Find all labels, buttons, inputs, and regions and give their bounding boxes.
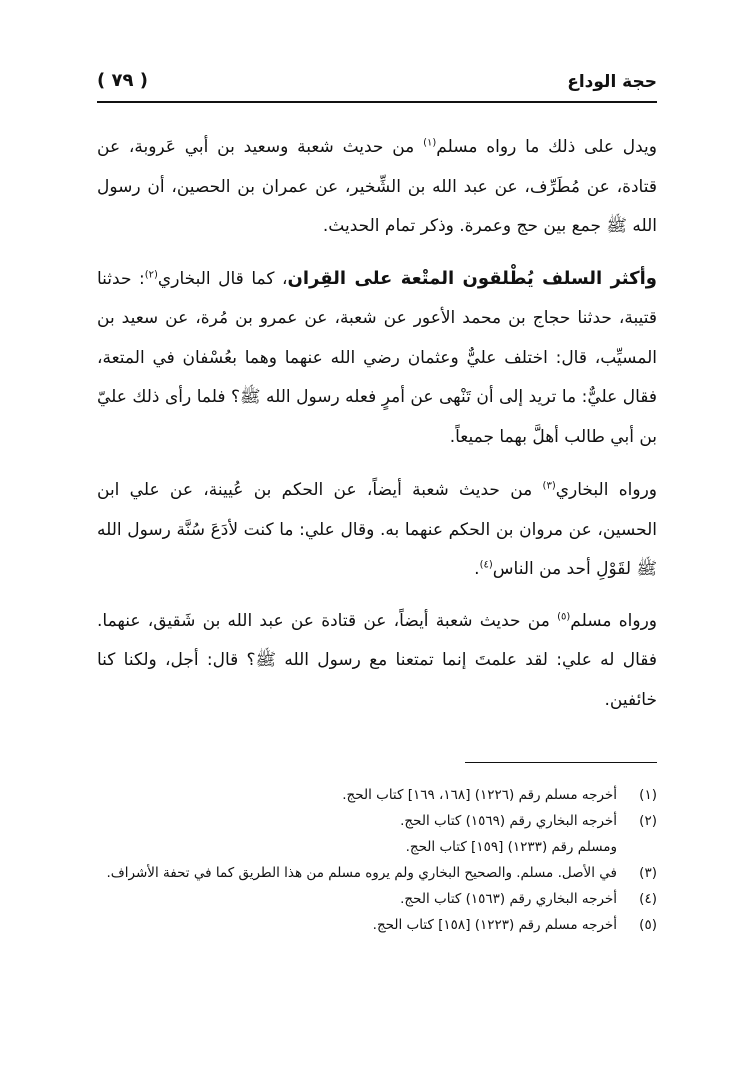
- footnote-number: (٥): [639, 917, 657, 933]
- page-number: ( ٧٩ ): [97, 70, 148, 91]
- paragraph-text: ، كما قال البخاري: [157, 268, 288, 289]
- footnote-marker: (١): [423, 137, 437, 149]
- paragraph-text: من حديث شعبة وسعيد بن أبي عَروبة، عن قتادة، عن مُطَرِّف، عن عبد الله بن الشِّخير، عن عمران بن الحصين، أن رسول الله ﷺ جمع بين حج وعمرة. وذكر تمام الحديث.: [97, 137, 657, 236]
- paragraph: [97, 602, 657, 721]
- footnote-text: في الأصل. مسلم. والصحيح البخاري ولم يروه مسلم من هذا الطريق كما في تحفة الأشراف.: [106, 865, 617, 881]
- page-header: [97, 64, 657, 98]
- footnote: [97, 886, 657, 912]
- footnote-marker: (٣): [542, 480, 556, 492]
- paragraph-text: ورواه مسلم: [570, 610, 657, 631]
- footnote-number: (٢): [639, 813, 657, 829]
- paragraph-text: ورواه البخاري: [555, 480, 657, 500]
- paragraph: [97, 128, 657, 247]
- footnote-text: أخرجه مسلم رقم (١٢٢٦) [١٦٨، ١٦٩] كتاب الحج.: [342, 787, 617, 803]
- footnote: [97, 860, 657, 886]
- footnote-marker: (٥): [557, 610, 571, 622]
- footnote-text: أخرجه البخاري رقم (١٥٦٩) كتاب الحج.: [400, 813, 617, 829]
- paragraph-text: من حديث شعبة أيضاً، عن قتادة عن عبد الله بن شَقيق، عنهما. فقال له علي: لقد علمتَ إنما تمتعنا مع رسول الله ﷺ؟ قال: أجل، ولكنا كنا خائفين.: [97, 610, 657, 710]
- footnote-continuation: [97, 834, 657, 860]
- footnote-text: أخرجه مسلم رقم (١٢٢٣) [١٥٨] كتاب الحج.: [372, 917, 617, 933]
- footnote-number: (١): [639, 787, 657, 803]
- footnote-separator: [465, 762, 657, 763]
- footnotes: [97, 782, 657, 938]
- footnote-marker: (٢): [144, 268, 158, 280]
- paragraph: [97, 259, 657, 458]
- footnote-marker: (٤): [479, 559, 493, 571]
- paragraph: [97, 471, 657, 590]
- running-title: حجة الوداع: [567, 72, 657, 92]
- footnote-number: (٣): [639, 865, 657, 881]
- paragraph-text: .: [474, 559, 480, 579]
- footnote-text: ومسلم رقم (١٢٣٣) [١٥٩] كتاب الحج.: [405, 839, 617, 855]
- footnote: [97, 782, 657, 808]
- footnote-text: أخرجه البخاري رقم (١٥٦٣) كتاب الحج.: [400, 891, 617, 907]
- paragraph-text: من حديث شعبة أيضاً، عن الحكم بن عُيينة، عن علي ابن الحسين، عن مروان بن الحكم عنهما به. وقال علي: ما كنت لأدَعَ سُنَّة رسول الله ﷺ لقَوْلِ أحد من الناس: [97, 480, 657, 579]
- main-text: [97, 128, 657, 732]
- paragraph-text: ويدل على ذلك ما رواه مسلم: [436, 137, 657, 157]
- footnote: [97, 912, 657, 938]
- footnote-number: (٤): [639, 891, 657, 907]
- paragraph-text: : حدثنا قتيبة، حدثنا حجاج بن محمد الأعور عن شعبة، عن عمرو بن مُرة، عن سعيد بن المسيِّب، قال: اختلف عليٌّ وعثمان رضي الله عنهما وهما بعُسْفان في المتعة، فقال عليٌّ: ما تريد إلى أن تَنْهى عن أمرٍ فعله رسول الله ﷺ؟ فلما رأى ذلك عليّ بن أبي طالب أهلَّ بهما جميعاً.: [97, 268, 657, 447]
- header-rule: [97, 101, 657, 103]
- emphasis-text: وأكثر السلف يُطْلقون المتْعة على القِران: [287, 267, 657, 289]
- footnote: [97, 808, 657, 834]
